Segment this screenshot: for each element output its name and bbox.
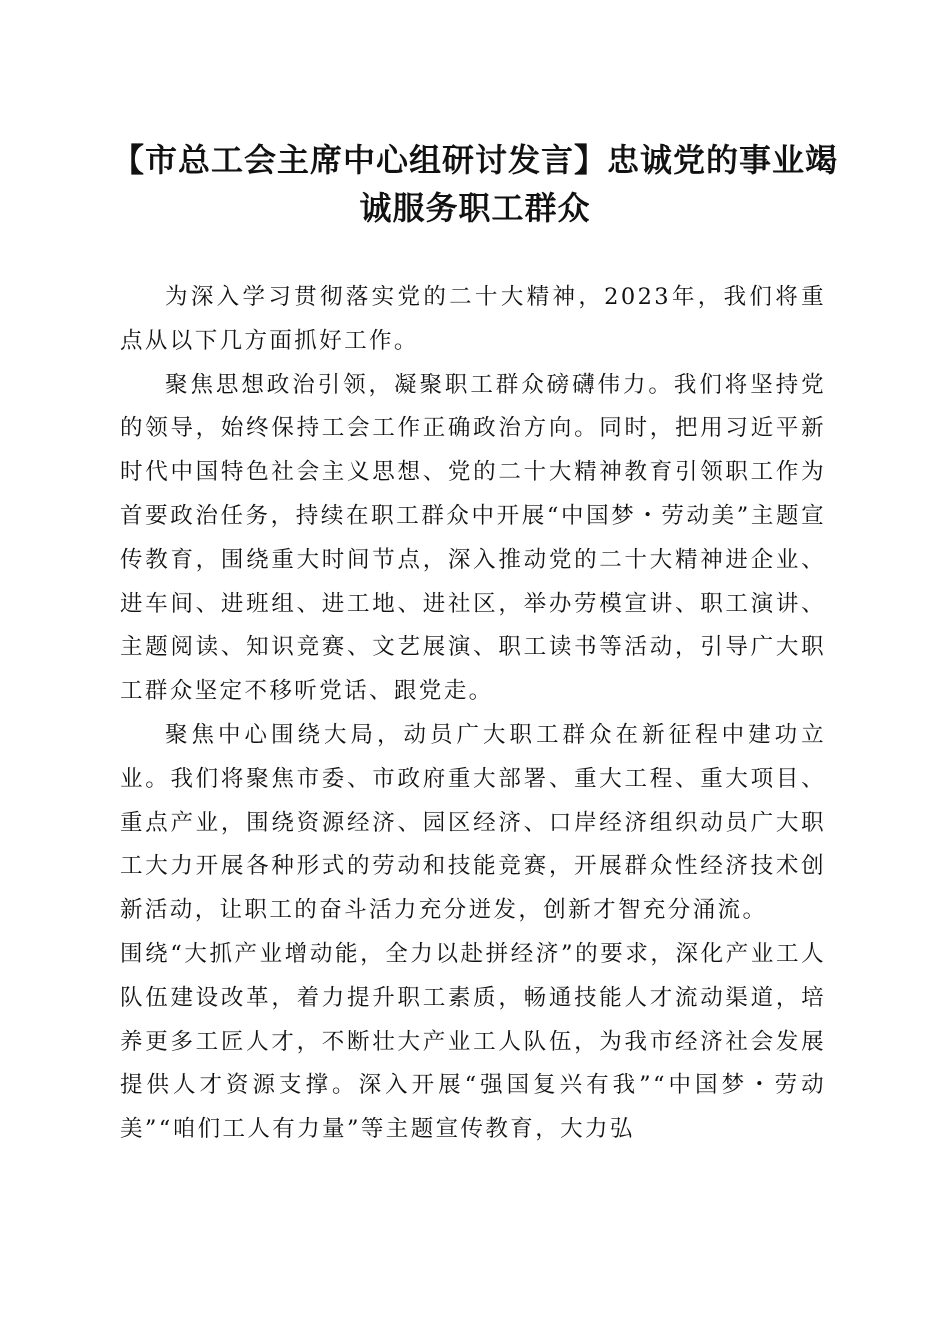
document-title: 【市总工会主席中心组研讨发言】忠诚党的事业竭诚服务职工群众 <box>111 141 838 227</box>
paragraph-ideology: 聚焦思想政治引领，凝聚职工群众磅礴伟力。我们将坚持党的领导，始终保持工会工作正确政治方向。同时，把用习近平新时代中国特色社会主义思想、党的二十大精神教育引领职工作为首要政治任务，持续在职工群众中开展“中国梦・劳动美”主题宣传教育，围绕重大时间节点，深入推动党的二十大精神进企业、进车间、进班组、进工地、进社区，举办劳模宣讲、职工演讲、主题阅读、知识竞赛、文艺展演、职工读书等活动，引导广大职工群众坚定不移听党话、跟党走。 <box>120 371 826 705</box>
paragraph-intro: 为深入学习贯彻落实党的二十大精神，2023年，我们将重点从以下几方面抓好工作。 <box>120 284 826 354</box>
document-body <box>120 276 826 1152</box>
paragraph-center: 聚焦中心围绕大局，动员广大职工群众在新征程中建功立业。我们将聚焦市委、市政府重大部署、重大工程、重大项目、重点产业，围绕资源经济、园区经济、口岸经济组织动员广大职工大力开展各种形式的劳动和技能竞赛，开展群众性经济技术创新活动，让职工的奋斗活力充分迸发，创新才智充分涌流。 <box>120 721 826 924</box>
paragraph-industry: 围绕“大抓产业增动能，全力以赴拼经济”的要求，深化产业工人队伍建设改革，着力提升职工素质，畅通技能人才流动渠道，培养更多工匠人才，不断壮大产业工人队伍，为我市经济社会发展提供人才资源支撑。深入开展“强国复兴有我”“中国梦・劳动美”“咱们工人有力量”等主题宣传教育，大力弘 <box>120 940 826 1143</box>
